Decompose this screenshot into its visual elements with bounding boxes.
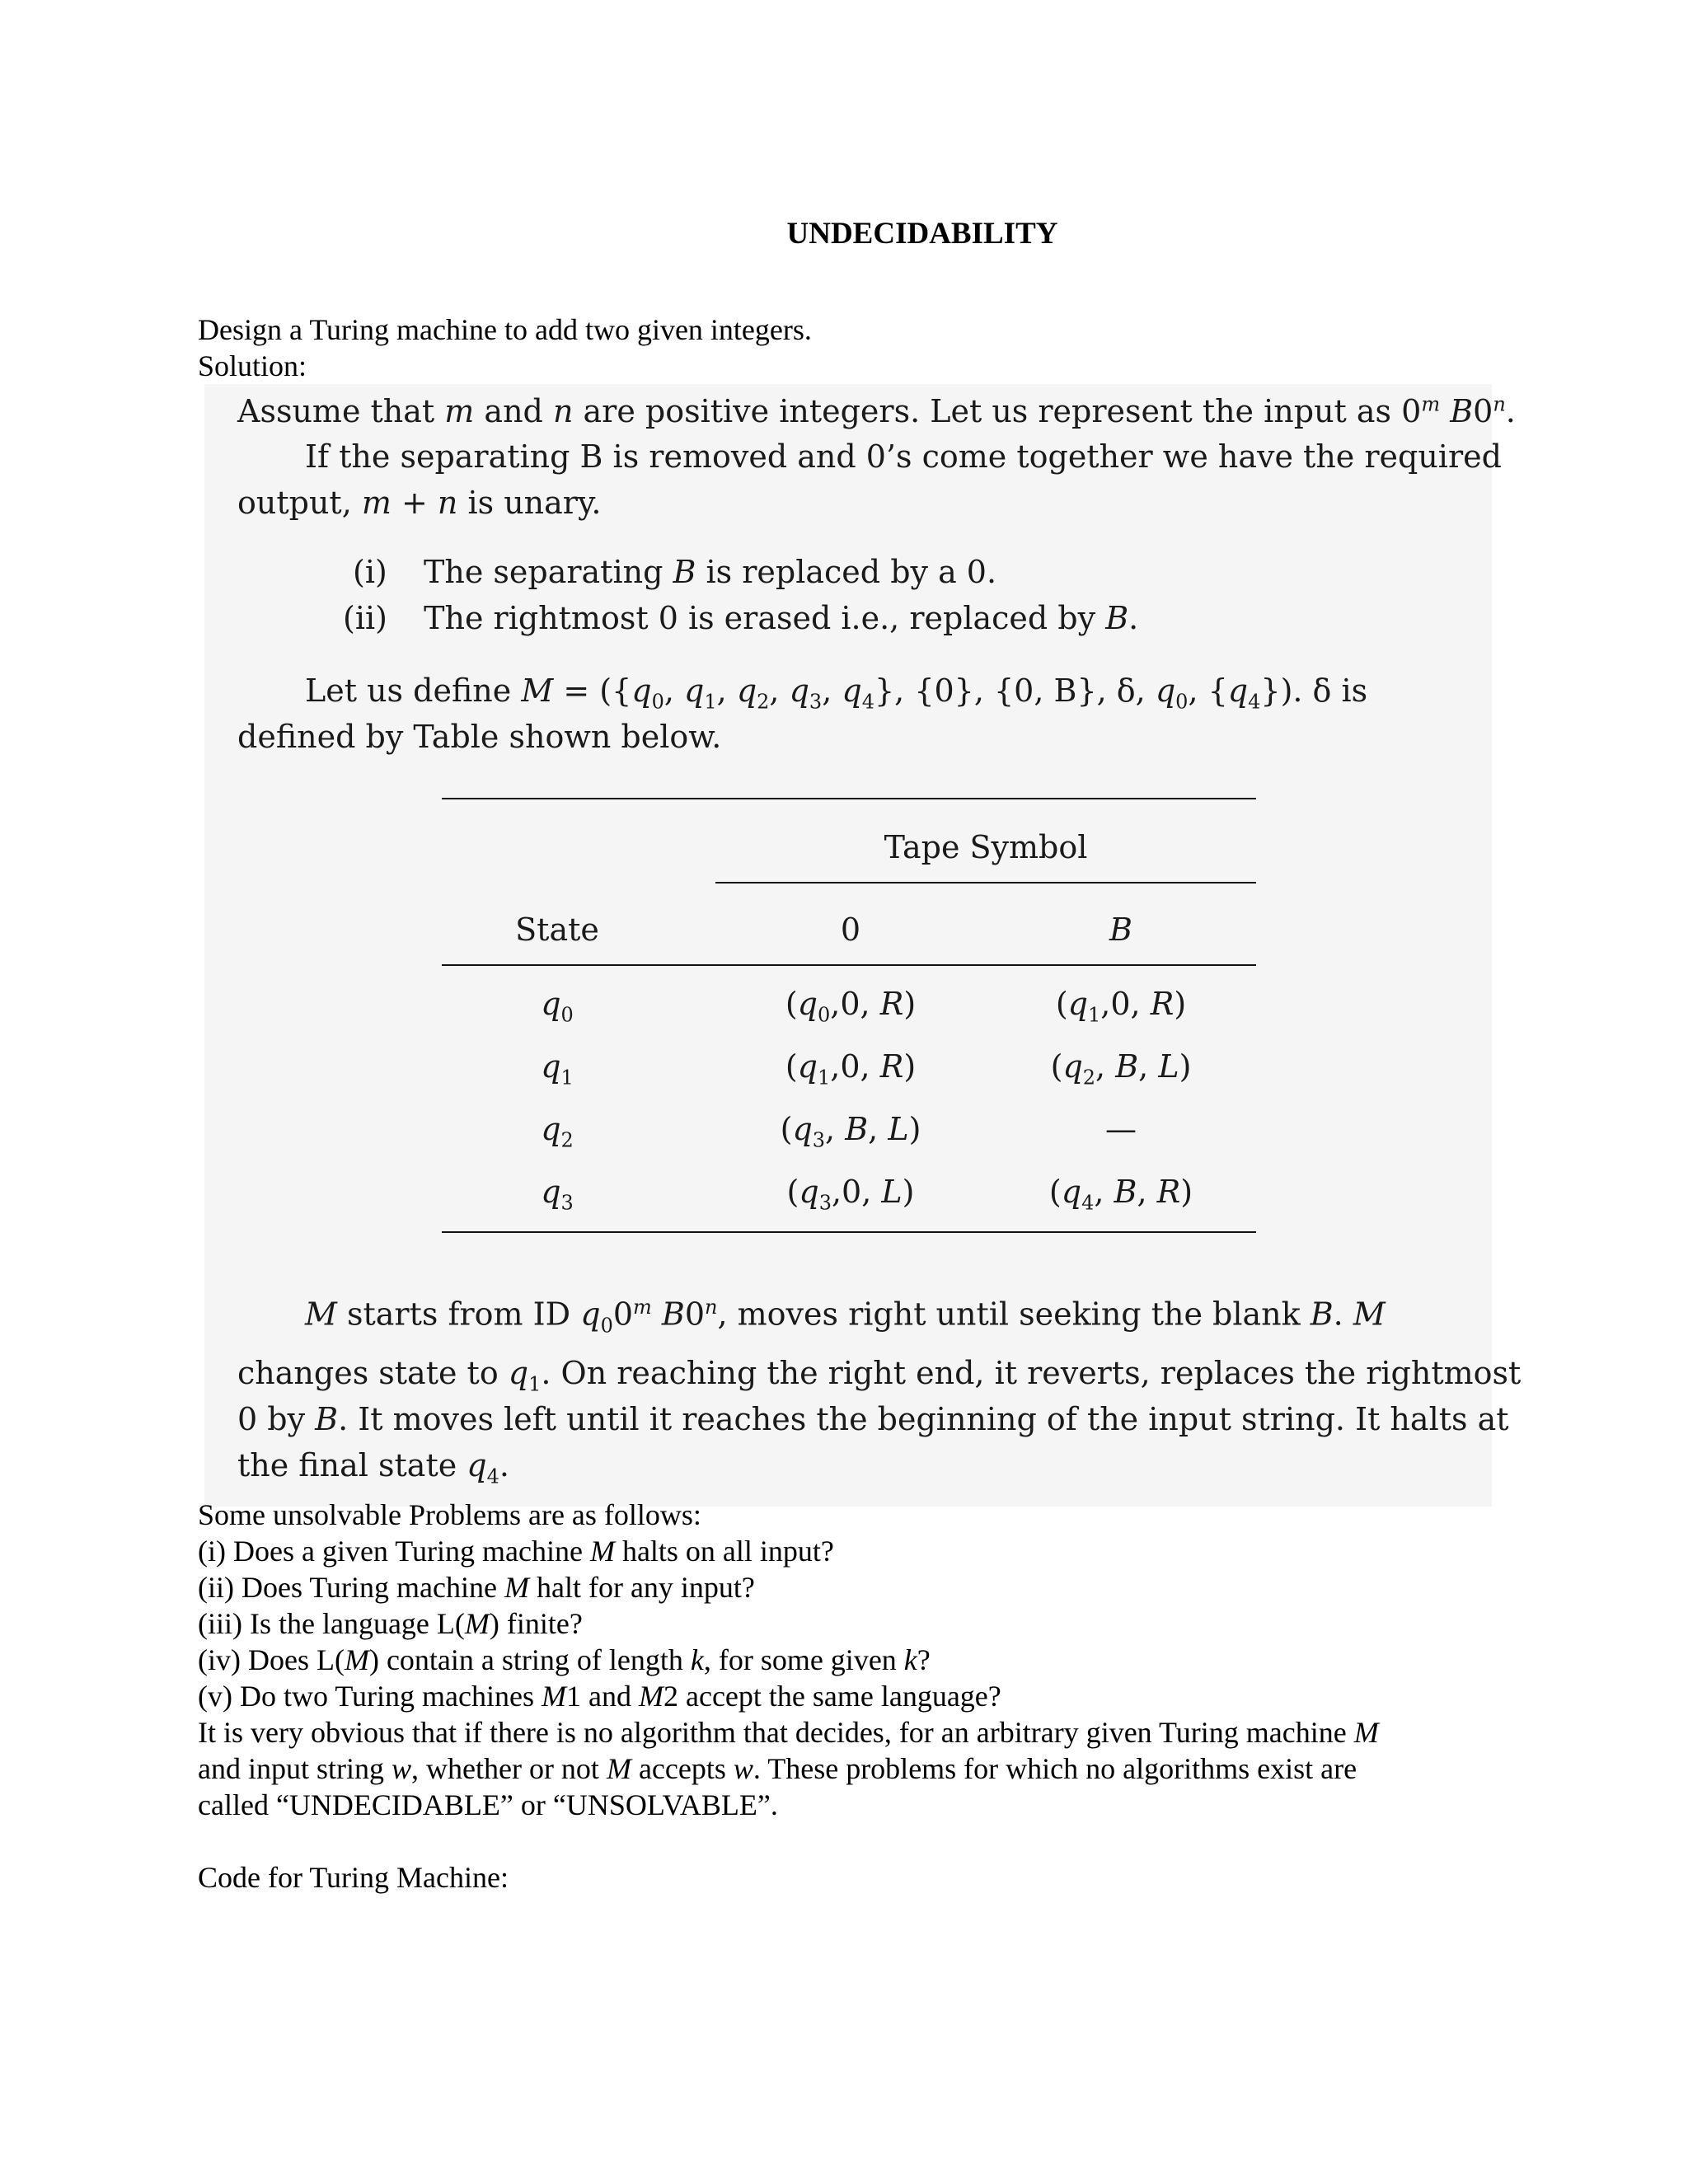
- conclusion-line-3: called “UNDECIDABLE” or “UNSOLVABLE”.: [198, 1788, 778, 1821]
- question-text: Design a Turing machine to add two given integers.: [198, 313, 812, 346]
- problem-item: (ii) Does Turing machine M halt for any input?: [198, 1571, 755, 1604]
- paragraph-1-line-3: output, m + n is unary.: [237, 485, 602, 521]
- code-heading: Code for Turing Machine:: [198, 1861, 509, 1894]
- scanned-solution: [204, 384, 1522, 1507]
- problem-item: (iv) Does L(M) contain a string of length k, for some given k?: [198, 1643, 931, 1676]
- tape-symbol-header: Tape Symbol: [884, 829, 1088, 865]
- step-number: (ii): [343, 600, 387, 636]
- table-bottom-rule: [442, 1231, 1256, 1233]
- step-i: [353, 554, 996, 590]
- table-cell-state: $q_2$: [541, 1111, 574, 1152]
- definition-line-2: defined by Table shown below.: [237, 719, 722, 755]
- paragraph-2-line-3: 0 by B. It moves left until it reaches the beginning of the input string. It halts at: [237, 1401, 1509, 1437]
- table-cell-on-b: ($q_2$, B, L): [1050, 1048, 1192, 1090]
- state-header: State: [515, 912, 599, 948]
- problems-heading: Some unsolvable Problems are as follows:: [198, 1498, 701, 1531]
- problem-item: (i) Does a given Turing machine M halts on all input?: [198, 1535, 834, 1568]
- step-ii: [343, 600, 1138, 636]
- header-bottom-rule: [442, 964, 1256, 966]
- paragraph-2-line-1: M starts from ID $q_00^m$ B0$^n$, moves right until seeking the blank B. M: [305, 1296, 1386, 1338]
- symbol-0-header: 0: [840, 912, 861, 948]
- problem-item: (iii) Is the language L(M) finite?: [198, 1607, 583, 1640]
- step-text: The separating B is replaced by a 0.: [424, 554, 997, 590]
- paragraph-1-line-2: If the separating B is removed and 0’s come together we have the required: [305, 438, 1502, 475]
- group-header-rule: [715, 882, 1256, 883]
- paragraph-2-line-2: changes state to $q_1$. On reaching the right end, it reverts, replaces the rightmost: [237, 1355, 1522, 1396]
- table-cell-state: $q_0$: [541, 986, 574, 1027]
- table-cell-on-b: ($q_1,0$, R): [1055, 986, 1187, 1027]
- problem-item: (v) Do two Turing machines M1 and M2 accept the same language?: [198, 1680, 1001, 1713]
- table-cell-on-b: —: [1105, 1111, 1137, 1147]
- table-cell-on-0: ($q_3,0$, L): [786, 1174, 915, 1215]
- conclusion-line-1: It is very obvious that if there is no algorithm that decides, for an arbitrary given Turing machine M: [198, 1716, 1379, 1749]
- solution-label: Solution:: [198, 349, 307, 382]
- conclusion-line-2: and input string w, whether or not M accepts w. These problems for which no algorithms exist are: [198, 1752, 1357, 1785]
- step-text: The rightmost 0 is erased i.e., replaced by B.: [424, 600, 1139, 636]
- table-cell-on-b: ($q_4$, B, R): [1048, 1174, 1193, 1215]
- paragraph-1-line-1: [237, 392, 1516, 429]
- page-title: UNDECIDABILITY: [786, 217, 1058, 251]
- table-top-rule: [442, 798, 1256, 799]
- paragraph-2-line-4: the final state $q_4$.: [237, 1447, 509, 1488]
- step-number: (i): [353, 554, 387, 590]
- table-cell-on-0: ($q_3$, B, L): [780, 1111, 921, 1152]
- table-cell-state: $q_3$: [541, 1174, 574, 1215]
- table-cell-on-0: ($q_1,0$, R): [785, 1048, 917, 1090]
- p1-text: Assume that m and n are positive integers. Let us represent the input as 0$^m$ B0$^n$.: [237, 392, 1516, 429]
- table-cell-on-0: ($q_0,0$, R): [785, 986, 917, 1027]
- symbol-b-header: B: [1109, 912, 1132, 948]
- definition-line-1: Let us define $M = (\{q_0$, $q_1$, $q_2$, $q_3$, $q_4$}, {0}, {0, B}, δ, $q_0$, $\{q_4\}$). δ is: [305, 673, 1368, 714]
- table-cell-state: $q_1$: [541, 1048, 574, 1090]
